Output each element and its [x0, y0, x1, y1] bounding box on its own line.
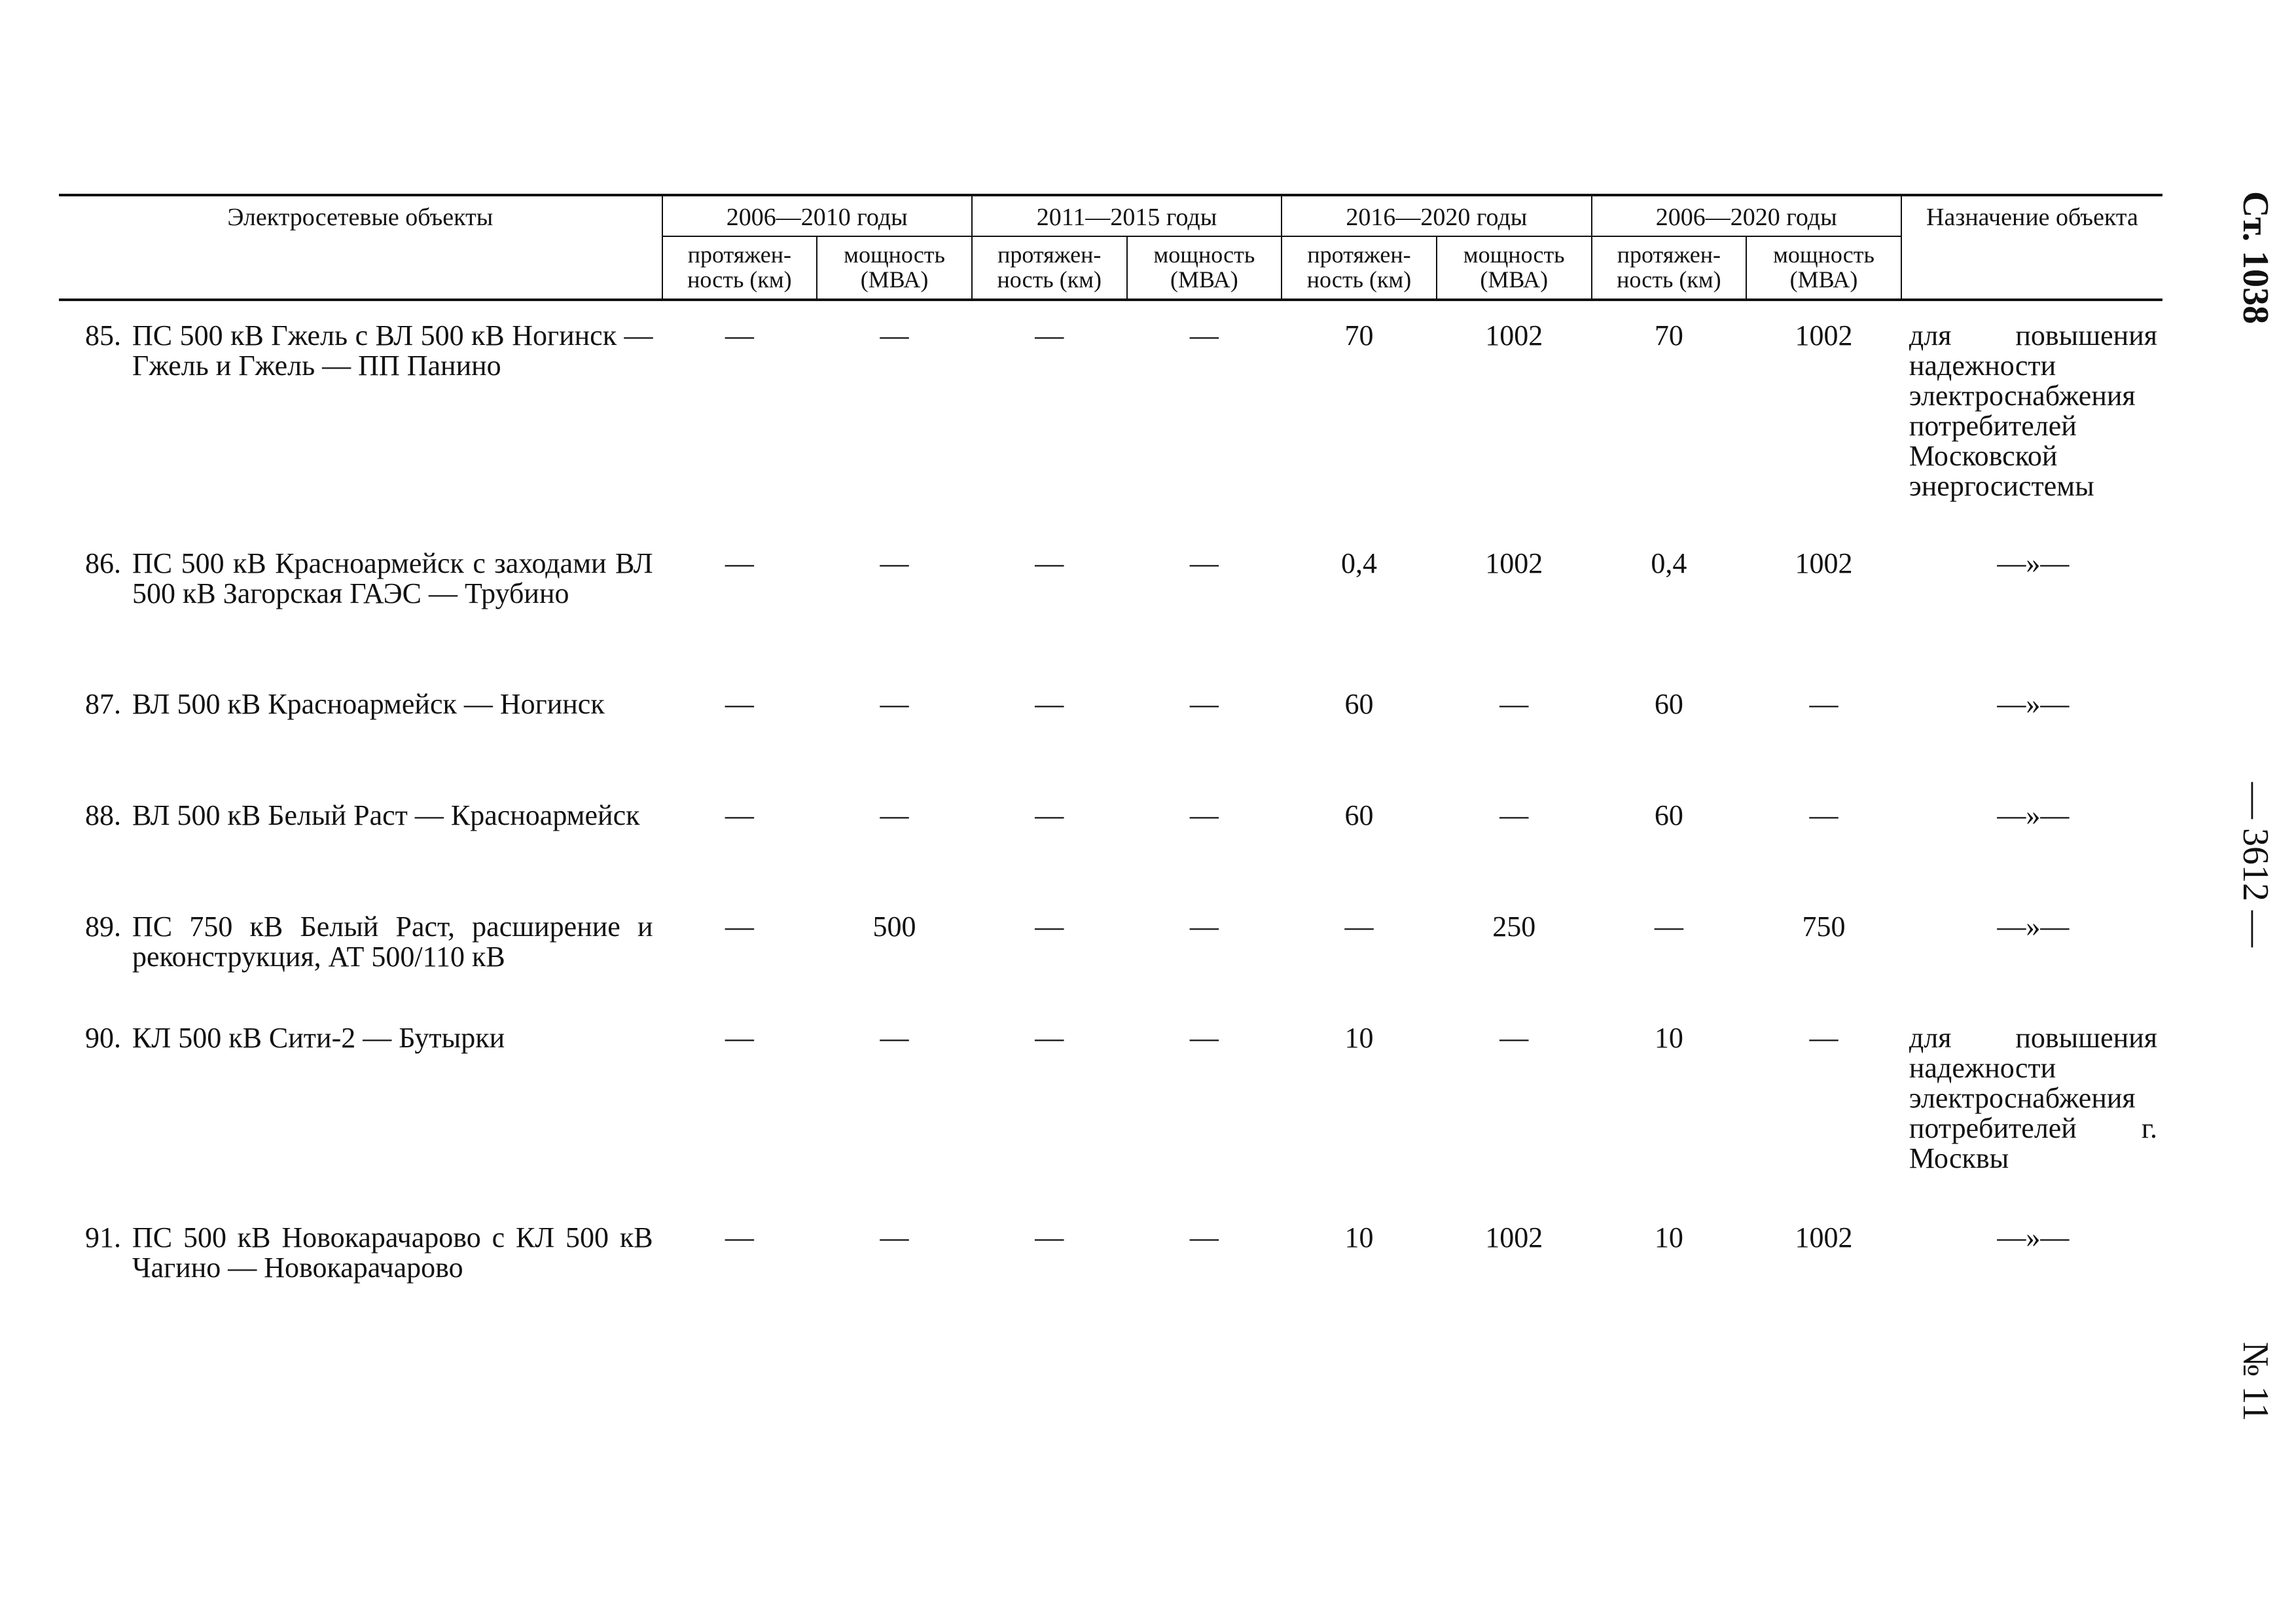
- header-length: протяжен-ность (км): [662, 236, 817, 300]
- capacity-value: 750: [1802, 911, 1846, 943]
- capacity-value: 1002: [1795, 547, 1853, 579]
- purpose-cell: для повышения надежности электроснабжения потребителей Московской энергосистемы: [1909, 319, 2157, 502]
- length-value: —: [1035, 547, 1064, 579]
- power-grid-objects-table: [59, 194, 2162, 1308]
- capacity-value: —: [1499, 799, 1529, 831]
- purpose-cell: —»—: [1997, 1221, 2070, 1254]
- capacity-value: —: [1809, 799, 1839, 831]
- length-value: —: [725, 688, 754, 720]
- header-length: протяжен-ность (км): [1282, 236, 1437, 300]
- capacity-value: —: [1499, 1022, 1529, 1054]
- issue-number: № 11: [2235, 1342, 2276, 1422]
- capacity-value: —: [880, 799, 909, 831]
- length-value: 60: [1654, 799, 1683, 831]
- capacity-value: —: [1189, 1022, 1219, 1054]
- header-capacity: мощность (МВА): [1437, 236, 1592, 300]
- header-period-2006-2010: 2006—2010 годы: [662, 195, 972, 236]
- object-cell: [59, 300, 662, 529]
- row-number: 85.: [85, 319, 121, 352]
- object-name: ВЛ 500 кВ Красноармейск — Ногинск: [132, 688, 605, 720]
- object-cell: [59, 892, 662, 1003]
- capacity-value: —: [1189, 688, 1219, 720]
- purpose-cell: —»—: [1997, 911, 2070, 943]
- length-value: —: [725, 911, 754, 943]
- object-cell: [59, 1003, 662, 1203]
- row-number: 91.: [85, 1221, 121, 1254]
- length-value: 60: [1344, 688, 1374, 720]
- capacity-value: 1002: [1485, 1221, 1543, 1254]
- object-cell: [59, 781, 662, 892]
- header-capacity: мощность (МВА): [817, 236, 972, 300]
- header-objects: Электросетевые объекты: [59, 195, 662, 300]
- capacity-value: —: [880, 547, 909, 579]
- length-value: 0,4: [1651, 547, 1687, 579]
- object-name: КЛ 500 кВ Сити-2 — Бутырки: [132, 1022, 505, 1054]
- purpose-cell: —»—: [1997, 799, 2070, 831]
- purpose-cell: для повышения надежности электроснабжения потребителей г. Москвы: [1909, 1022, 2157, 1174]
- length-value: —: [725, 319, 754, 352]
- length-value: —: [725, 547, 754, 579]
- length-value: —: [725, 1221, 754, 1254]
- length-value: 10: [1654, 1022, 1683, 1054]
- capacity-value: —: [880, 688, 909, 720]
- capacity-value: —: [880, 1022, 909, 1054]
- capacity-value: —: [1809, 1022, 1839, 1054]
- capacity-value: 500: [872, 911, 916, 943]
- capacity-value: —: [1189, 547, 1219, 579]
- header-capacity: мощность (МВА): [1746, 236, 1901, 300]
- row-number: 90.: [85, 1022, 121, 1054]
- object-name: ПС 500 кВ Новокарачарово с КЛ 500 кВ Чагино — Новокарачарово: [132, 1221, 653, 1284]
- row-number: 87.: [85, 688, 121, 720]
- length-value: —: [1035, 1221, 1064, 1254]
- purpose-cell: —»—: [1997, 688, 2070, 720]
- object-name: ВЛ 500 кВ Белый Раст — Красноармейск: [132, 799, 640, 831]
- table-row: [59, 892, 2162, 1003]
- capacity-value: —: [1189, 1221, 1219, 1254]
- object-cell: [59, 670, 662, 781]
- table-row: [59, 529, 2162, 670]
- capacity-value: —: [1189, 799, 1219, 831]
- length-value: —: [1035, 319, 1064, 352]
- row-number: 88.: [85, 799, 121, 831]
- length-value: 10: [1344, 1221, 1374, 1254]
- table-row: [59, 670, 2162, 781]
- capacity-value: —: [1499, 688, 1529, 720]
- capacity-value: —: [880, 319, 909, 352]
- length-value: —: [1344, 911, 1374, 943]
- table-row: [59, 1203, 2162, 1308]
- object-name: ПС 500 кВ Красноармейск с заходами ВЛ 500 кВ Загорская ГАЭС — Трубино: [132, 547, 653, 609]
- header-purpose: Назначение объекта: [1901, 195, 2162, 300]
- object-name: ПС 500 кВ Гжель с ВЛ 500 кВ Ногинск — Гжель и Гжель — ПП Панино: [132, 319, 653, 382]
- table-row: [59, 1003, 2162, 1203]
- length-value: 60: [1654, 688, 1683, 720]
- table-body: [59, 300, 2162, 1308]
- capacity-value: 250: [1492, 911, 1536, 943]
- table-row: [59, 781, 2162, 892]
- purpose-cell: —»—: [1997, 547, 2070, 579]
- length-value: —: [1035, 911, 1064, 943]
- capacity-value: 1002: [1485, 547, 1543, 579]
- length-value: 70: [1344, 319, 1374, 352]
- length-value: 10: [1654, 1221, 1683, 1254]
- length-value: —: [1654, 911, 1683, 943]
- header-capacity: мощность (МВА): [1127, 236, 1282, 300]
- object-cell: [59, 1203, 662, 1308]
- capacity-value: —: [1189, 319, 1219, 352]
- row-number: 86.: [85, 547, 121, 579]
- article-label: Ст. 1038: [2235, 191, 2276, 324]
- header-period-2016-2020: 2016—2020 годы: [1282, 195, 1591, 236]
- row-number: 89.: [85, 911, 121, 943]
- capacity-value: 1002: [1795, 319, 1853, 352]
- length-value: 0,4: [1341, 547, 1378, 579]
- length-value: —: [725, 799, 754, 831]
- capacity-value: 1002: [1485, 319, 1543, 352]
- header-length: протяжен-ность (км): [972, 236, 1127, 300]
- object-name: ПС 750 кВ Белый Раст, расширение и реконструкция, АТ 500/110 кВ: [132, 911, 653, 973]
- table-row: [59, 300, 2162, 529]
- capacity-value: 1002: [1795, 1221, 1853, 1254]
- length-value: 10: [1344, 1022, 1374, 1054]
- length-value: —: [1035, 799, 1064, 831]
- length-value: —: [1035, 1022, 1064, 1054]
- length-value: —: [725, 1022, 754, 1054]
- length-value: 70: [1654, 319, 1683, 352]
- length-value: —: [1035, 688, 1064, 720]
- capacity-value: —: [1189, 911, 1219, 943]
- header-period-2006-2020: 2006—2020 годы: [1592, 195, 1901, 236]
- page-number: — 3612 —: [2235, 782, 2276, 947]
- capacity-value: —: [1809, 688, 1839, 720]
- header-period-2011-2015: 2011—2015 годы: [972, 195, 1282, 236]
- length-value: 60: [1344, 799, 1374, 831]
- capacity-value: —: [880, 1221, 909, 1254]
- object-cell: [59, 529, 662, 670]
- header-length: протяжен-ность (км): [1592, 236, 1747, 300]
